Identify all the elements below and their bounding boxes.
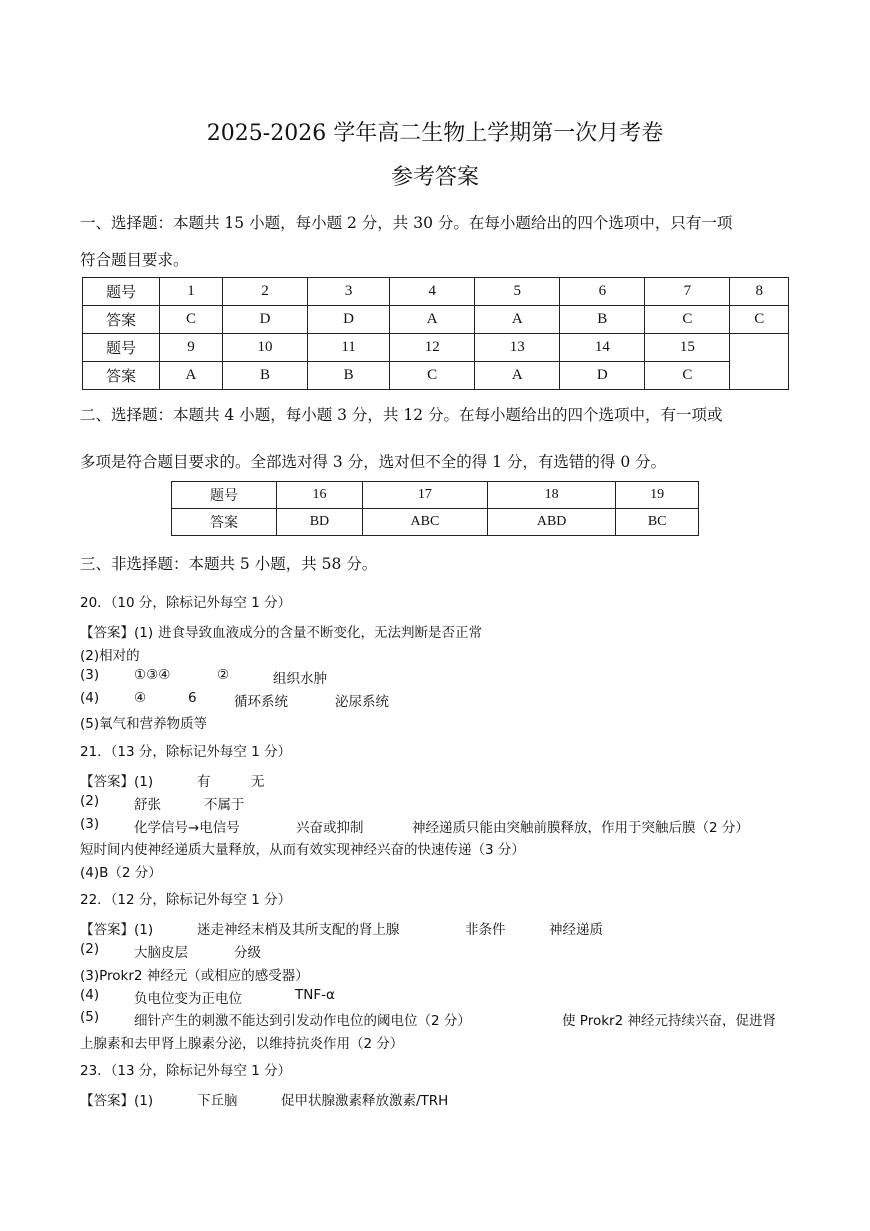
table-cell: 18 xyxy=(487,482,615,509)
table-cell: ABD xyxy=(487,509,615,536)
q21-answer-2-item: 舒张 xyxy=(134,797,161,813)
page-subtitle: 参考答案 xyxy=(390,165,479,190)
table-cell: B xyxy=(308,362,390,390)
table-cell: 4 xyxy=(390,278,475,306)
q22-answer-5-item: 使 Prokr2 神经元持续兴奋，促进肾 xyxy=(562,1013,776,1029)
table-cell: C xyxy=(730,306,789,334)
q22-answer-1-item: 非条件 xyxy=(465,922,506,938)
q22-answer-4-item: 负电位变为正电位 xyxy=(134,991,242,1007)
q20-answer-4-item: 泌尿系统 xyxy=(335,694,389,710)
table-cell: A xyxy=(475,362,560,390)
q22-answer-2-item: 大脑皮层 xyxy=(134,945,188,961)
q22-answer-1-item: 迷走神经末梢及其所支配的肾上腺 xyxy=(197,922,400,938)
table-cell: D xyxy=(222,306,307,334)
q23-header: 23．（13 分，除标记外每空 1 分） xyxy=(80,1063,292,1079)
page-title: 2025-2026 学年高二生物上学期第一次月考卷 xyxy=(206,121,664,146)
table-cell: C xyxy=(645,306,730,334)
q20-answer-5: (5)氧气和营养物质等 xyxy=(80,716,208,732)
table-header-cell: 题号 xyxy=(83,278,160,306)
answer-table-2 xyxy=(171,481,699,536)
table-row xyxy=(83,278,789,306)
table-header-cell: 题号 xyxy=(172,482,277,509)
q21-header: 21．（13 分，除标记外每空 1 分） xyxy=(80,744,292,760)
q22-answer-1-item: 神经递质 xyxy=(549,922,603,938)
q21-answer-1-prefix: 【答案】(1) xyxy=(80,774,154,790)
q22-header: 22．（12 分，除标记外每空 1 分） xyxy=(80,892,292,908)
q20-answer-4-label: (4) xyxy=(80,690,100,706)
table-cell: 10 xyxy=(222,334,307,362)
q23-answer-1-prefix: 【答案】(1) xyxy=(80,1093,154,1109)
table-cell: D xyxy=(560,362,645,390)
q22-answer-3: (3)Prokr2 神经元（或相应的感受器） xyxy=(80,968,309,984)
q21-answer-1-item: 有 xyxy=(197,774,211,790)
section2-instruction-line1: 二、选择题：本题共 4 小题，每小题 3 分，共 12 分。在每小题给出的四个选项中，有一项或 xyxy=(80,406,723,424)
table-cell: A xyxy=(475,306,560,334)
section1-instruction-line2: 符合题目要求。 xyxy=(80,251,189,269)
table-cell: C xyxy=(160,306,223,334)
table-cell: 2 xyxy=(222,278,307,306)
q22-answer-5-label: (5) xyxy=(80,1009,100,1025)
table-cell: 15 xyxy=(645,334,730,362)
table-cell: A xyxy=(160,362,223,390)
table-cell: 13 xyxy=(475,334,560,362)
table-cell: 6 xyxy=(560,278,645,306)
table-cell: 14 xyxy=(560,334,645,362)
q21-answer-2-item: 不属于 xyxy=(204,797,245,813)
table-cell: ABC xyxy=(362,509,487,536)
q22-answer-4-label: (4) xyxy=(80,987,100,1003)
table-header-cell: 答案 xyxy=(83,362,160,390)
q22-answer-2-label: (2) xyxy=(80,941,100,957)
q20-answer-1-prefix: 【答案】(1) xyxy=(80,625,154,641)
table-cell: 5 xyxy=(475,278,560,306)
q21-answer-2-label: (2) xyxy=(80,793,100,809)
q23-answer-1-item: 下丘脑 xyxy=(197,1093,238,1109)
q20-answer-4-item: 循环系统 xyxy=(234,694,288,710)
table-cell: BD xyxy=(277,509,363,536)
table-cell: 12 xyxy=(390,334,475,362)
q20-answer-4-item: ④ xyxy=(134,690,147,706)
q22-answer-4-item: TNF-α xyxy=(295,987,335,1003)
table-row xyxy=(83,362,789,390)
q21-answer-1-item: 无 xyxy=(251,774,265,790)
table-header-cell: 答案 xyxy=(172,509,277,536)
table-cell: A xyxy=(390,306,475,334)
table-cell: D xyxy=(308,306,390,334)
q22-answer-5-item: 细针产生的刺激不能达到引发动作电位的阈电位（2 分） xyxy=(134,1013,471,1029)
table-cell: 17 xyxy=(362,482,487,509)
answer-table-1 xyxy=(82,277,789,390)
table-row xyxy=(83,306,789,334)
table-cell: B xyxy=(222,362,307,390)
table-cell: C xyxy=(645,362,730,390)
table-cell: 19 xyxy=(616,482,699,509)
q21-answer-4: (4)B（2 分） xyxy=(80,865,162,881)
section2-instruction-line2: 多项是符合题目要求的。全部选对得 3 分，选对但不全的得 1 分，有选错的得 0 分。 xyxy=(80,453,667,471)
table-row xyxy=(83,334,789,362)
q22-answer-5-continued: 上腺素和去甲肾上腺素分泌，以维持抗炎作用（2 分） xyxy=(80,1036,404,1052)
table-cell: C xyxy=(390,362,475,390)
q21-answer-3-item: 兴奋或抑制 xyxy=(296,820,364,836)
table-cell: 1 xyxy=(160,278,223,306)
q20-answer-1: 进食导致血液成分的含量不断变化，无法判断是否正常 xyxy=(158,625,482,641)
q22-answer-1-prefix: 【答案】(1) xyxy=(80,922,154,938)
section1-instruction-line1: 一、选择题：本题共 15 小题，每小题 2 分，共 30 分。在每小题给出的四个选项中，只有一项 xyxy=(80,214,733,232)
q20-answer-3-item: ①③④ xyxy=(134,667,171,683)
table-row xyxy=(172,482,699,509)
q23-answer-1-item: 促甲状腺激素释放激素/TRH xyxy=(281,1093,449,1109)
table-header-cell: 题号 xyxy=(83,334,160,362)
q20-answer-3-label: (3) xyxy=(80,667,100,683)
table-header-cell: 答案 xyxy=(83,306,160,334)
q20-header: 20．（10 分，除标记外每空 1 分） xyxy=(80,595,292,611)
q21-answer-3-item: 神经递质只能由突触前膜释放，作用于突触后膜（2 分） xyxy=(412,820,749,836)
q20-answer-4-item: 6 xyxy=(188,690,197,706)
q21-answer-3-item: 化学信号→电信号 xyxy=(134,820,240,836)
table-row xyxy=(172,509,699,536)
table-cell: 16 xyxy=(277,482,363,509)
q20-answer-2: (2)相对的 xyxy=(80,648,140,664)
table-cell: 8 xyxy=(730,278,789,306)
table-cell: 3 xyxy=(308,278,390,306)
q22-answer-2-item: 分级 xyxy=(234,945,261,961)
table-cell: BC xyxy=(616,509,699,536)
table-empty-cell xyxy=(730,334,789,390)
q21-answer-3-continued: 短时间内使神经递质大量释放，从而有效实现神经兴奋的快速传递（3 分） xyxy=(80,842,525,858)
table-cell: B xyxy=(560,306,645,334)
table-cell: 9 xyxy=(160,334,223,362)
q21-answer-3-label: (3) xyxy=(80,816,100,832)
q20-answer-3-item: 组织水肿 xyxy=(273,671,327,687)
table-cell: 7 xyxy=(645,278,730,306)
table-cell: 11 xyxy=(308,334,390,362)
section3-instruction: 三、非选择题：本题共 5 小题，共 58 分。 xyxy=(80,555,378,573)
q20-answer-3-item: ② xyxy=(217,667,230,683)
